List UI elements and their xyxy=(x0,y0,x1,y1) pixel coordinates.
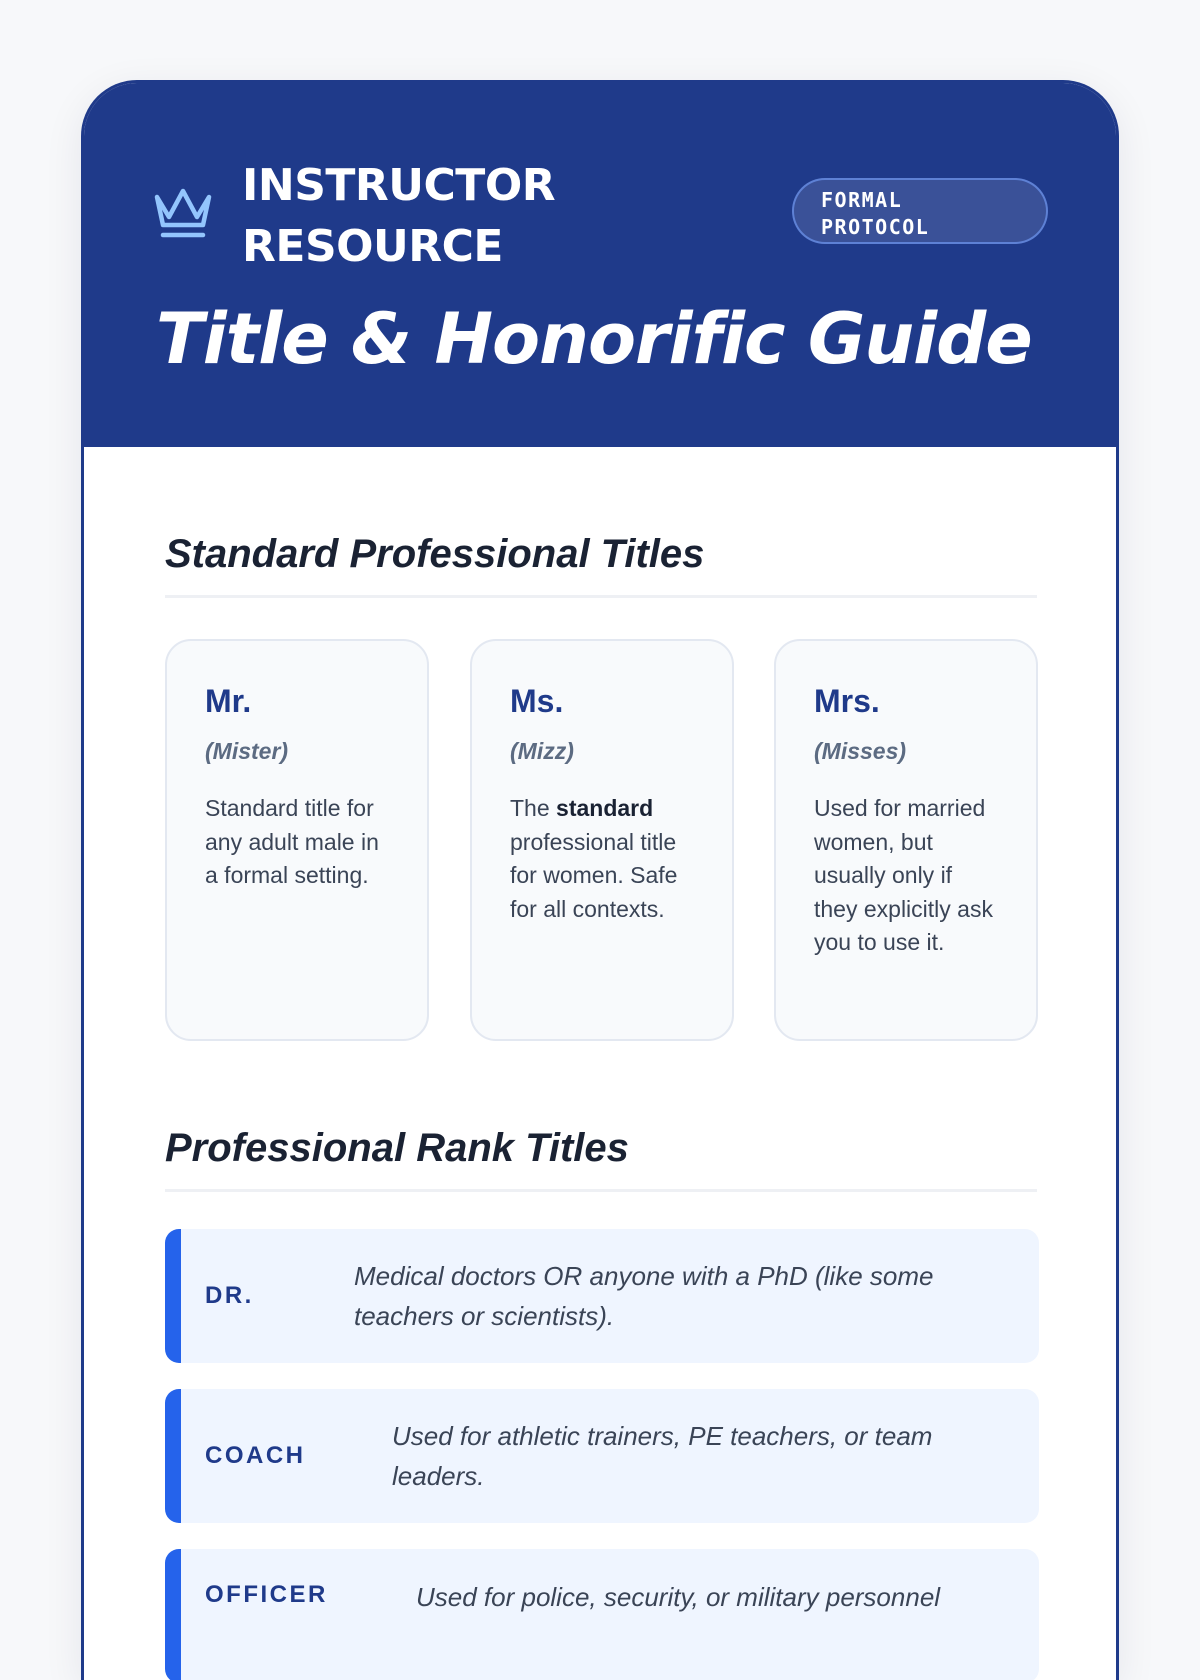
rank-row-officer xyxy=(165,1549,1039,1680)
desc-text-after: professional title for women. Safe for all contexts. xyxy=(510,828,678,922)
rank-description: Used for athletic trainers, PE teachers, or team leaders. xyxy=(392,1421,933,1491)
section-heading-rank: Professional Rank Titles xyxy=(165,1125,1037,1192)
guide-card xyxy=(81,80,1119,1680)
crown-icon xyxy=(152,185,214,241)
title-description xyxy=(510,792,694,926)
rank-description: Medical doctors OR anyone with a PhD (like some teachers or scientists). xyxy=(354,1261,934,1331)
rank-row-dr xyxy=(165,1229,1039,1363)
section-heading-standard: Standard Professional Titles xyxy=(165,531,1037,598)
title-description: Used for married women, but usually only if they explicitly ask you to use it. xyxy=(814,795,993,955)
title-card-mrs xyxy=(774,639,1038,1041)
title-description: Standard title for any adult male in a formal setting. xyxy=(205,795,379,888)
rank-label: OFFICER xyxy=(205,1581,328,1608)
brand-line-1: INSTRUCTOR xyxy=(242,160,556,211)
brand-line-2: RESOURCE xyxy=(242,221,503,272)
badge-line-2: PROTOCOL xyxy=(821,215,930,239)
title-pronunciation: (Mizz) xyxy=(510,738,574,764)
title-name: Mr. xyxy=(205,683,252,719)
title-pronunciation: (Mister) xyxy=(205,738,289,764)
page-title: Title & Honorific Guide xyxy=(156,298,1032,380)
rank-row-coach xyxy=(165,1389,1039,1523)
title-pronunciation: (Misses) xyxy=(814,738,907,764)
header-banner xyxy=(84,83,1116,447)
title-name: Mrs. xyxy=(814,683,880,719)
formal-protocol-badge xyxy=(792,178,1048,244)
rank-label: DR. xyxy=(205,1282,254,1309)
desc-emphasis: standard xyxy=(556,795,654,821)
badge-line-1: FORMAL xyxy=(821,188,903,212)
title-card-ms xyxy=(470,639,734,1041)
brand-title xyxy=(242,155,682,277)
rank-label: COACH xyxy=(205,1442,306,1469)
desc-text-before: The xyxy=(510,795,557,821)
rank-description: Used for police, security, or military personnel xyxy=(416,1582,941,1612)
title-name: Ms. xyxy=(510,683,564,719)
title-card-mr xyxy=(165,639,429,1041)
